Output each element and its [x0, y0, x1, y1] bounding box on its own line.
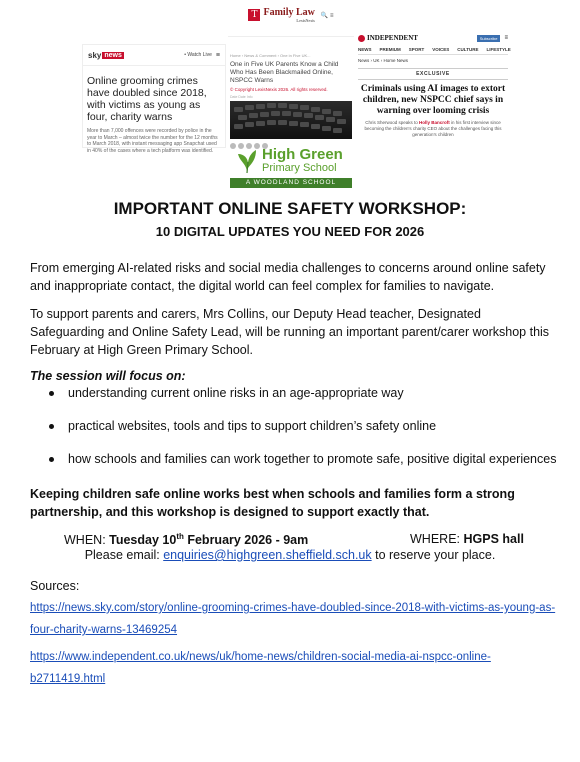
nav-item: CULTURE: [457, 47, 479, 52]
family-law-article-screenshot: [228, 6, 354, 140]
nav-item: SPORT: [408, 47, 425, 52]
sky-headline: Online grooming crimes have doubled since 2018, with victims as young as four, charity warns: [87, 75, 207, 123]
family-law-meta: Date Date Info: [230, 95, 253, 99]
where-value: HGPS hall: [463, 532, 524, 546]
independent-breadcrumb: News › UK › Home News: [358, 58, 409, 63]
sky-news-article-screenshot: [82, 44, 226, 154]
family-law-headline: One in Five UK Parents Know a Child Who Has Been Blackmailed Online, NSPCC Warns: [230, 61, 339, 84]
family-law-breadcrumb: Home › News & Comment › One in Five UK...: [228, 36, 354, 58]
event-where: [410, 532, 524, 546]
news-logo-text: news: [104, 51, 122, 59]
intro-paragraph: From emerging AI-related risks and social media challenges to concerns around online safety and inappropriate contact, the digital world can feel complex for families to navigate.: [30, 261, 546, 293]
family-law-title: [263, 7, 314, 23]
leaf-icon: [236, 148, 258, 174]
menu-icon: ≡: [215, 51, 220, 59]
eagle-icon: [358, 35, 365, 42]
sky-news-header: [83, 45, 225, 66]
page-title: IMPORTANT ONLINE SAFETY WORKSHOP:: [113, 199, 467, 218]
email-line: [0, 548, 580, 562]
byline-pre: Chris Sherwood speaks to: [365, 120, 419, 125]
list-item-text: how schools and families can work together to promote safe, positive digital experiences: [68, 452, 557, 466]
page-subtitle: 10 DIGITAL UPDATES YOU NEED FOR 2026: [155, 224, 425, 239]
where-label: WHERE:: [410, 532, 464, 546]
school-logo: [230, 146, 352, 190]
email-pre: Please email:: [84, 548, 164, 562]
list-item: [30, 384, 560, 402]
search-menu-icons: 🔍 ≡: [320, 12, 334, 19]
independent-nav: [358, 44, 511, 55]
sources-label: Sources:: [30, 579, 80, 593]
sky-body-text: More than 7,000 offences were recorded by police in the year to March – almost twice the number for the 12 months to March 2018, with instant messaging app Snapchat used in 40% of the cases where a tech platform was identified.: [87, 128, 218, 154]
list-item: [30, 417, 560, 435]
focus-list: [30, 384, 560, 483]
list-item-text: understanding current online risks in an age-appropriate way: [68, 386, 404, 400]
list-item: [30, 450, 560, 468]
school-band: A WOODLAND SCHOOL: [230, 178, 352, 188]
email-post: to reserve your place.: [371, 548, 496, 562]
family-law-title-text: Family Law: [263, 7, 315, 18]
event-when: [64, 532, 308, 547]
school-name-line2: Primary School: [262, 162, 337, 174]
byline-post: in his first interview since becoming the children's charity CEO about the challenges facing this generation's children: [364, 120, 502, 137]
school-name-line1: High Green: [262, 146, 343, 163]
nav-item: PREMIUM: [379, 47, 401, 52]
source-link-sky[interactable]: https://news.sky.com/story/online-grooming-crimes-have-doubled-since-2018-with-victims-as-young-as-four-charity-warns-13469254: [30, 602, 556, 636]
bullet-icon: [49, 391, 54, 396]
independent-logo-text: INDEPENDENT: [367, 34, 418, 42]
bullet-icon: [49, 424, 54, 429]
menu-icon: ≡: [504, 35, 508, 41]
family-law-logo-icon: T: [248, 9, 260, 21]
byline-author: Holly Bancroft: [418, 120, 450, 125]
keyboard-photo: [230, 101, 352, 139]
independent-header: [358, 32, 508, 44]
sky-news-logo: [88, 51, 124, 60]
independent-article-screenshot: [358, 32, 511, 144]
independent-logo: [358, 34, 418, 42]
focus-heading: The session will focus on:: [30, 369, 186, 383]
family-law-title-sub: LexisNexis: [296, 18, 315, 23]
watch-live-link: • Watch Live: [184, 52, 212, 58]
nav-item: VOICES: [432, 47, 450, 52]
family-law-copyright: © Copyright LexisNexis 2026. All rights reserved.: [230, 87, 328, 92]
independent-headline: Criminals using AI images to extort children, new NSPCC chief says in warning over looming crisis: [360, 84, 506, 116]
closing-paragraph: Keeping children safe online works best when schools and families form a strong partnership, and this workshop is designed to support exactly that.: [30, 487, 515, 519]
when-day: Tuesday 10: [109, 533, 177, 548]
subscribe-button: Subscribe: [477, 35, 501, 42]
bullet-icon: [49, 457, 54, 462]
support-paragraph: To support parents and carers, Mrs Collins, our Deputy Head teacher, Designated Safeguarding and Online Safety Lead, will be running an important parent/carer workshop this February at High Green Primary School.: [30, 307, 550, 357]
family-law-header: [228, 6, 354, 24]
exclusive-label: EXCLUSIVE: [358, 68, 508, 80]
when-rest: February 2026 - 9am: [183, 533, 309, 548]
when-suffix: th: [176, 532, 184, 541]
when-label: WHEN:: [64, 533, 110, 548]
independent-byline: [358, 117, 508, 138]
list-item-text: practical websites, tools and tips to support children’s safety online: [68, 419, 437, 433]
email-link[interactable]: enquiries@highgreen.sheffield.sch.uk: [163, 548, 372, 562]
source-link-independent[interactable]: https://www.independent.co.uk/news/uk/home-news/children-social-media-ai-nspcc-online-b2711419.html: [30, 651, 491, 685]
nav-item: NEWS: [358, 47, 372, 52]
nav-item: LIFESTYLE: [486, 47, 511, 52]
sky-logo-text: sky: [88, 50, 102, 60]
